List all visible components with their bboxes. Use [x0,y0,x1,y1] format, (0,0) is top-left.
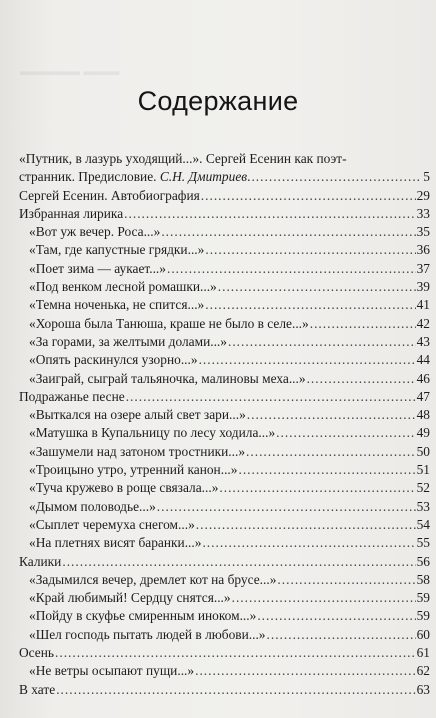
entry-title: «Хороша была Танюша, краше не было в селе...» [29,315,309,331]
dot-leader [126,388,416,406]
toc-entry [19,424,430,442]
page-number: 47 [416,388,430,404]
dot-leader [157,498,416,516]
page-number: 50 [416,443,430,459]
entry-title: Избранная лирика [19,205,124,221]
dot-leader [167,260,416,278]
toc-entry [19,388,430,406]
page-number: 35 [416,224,430,240]
page-number: 60 [416,626,430,642]
entry-title: Подражанье песне [19,388,125,404]
dot-leader [196,516,416,534]
toc-entry [19,278,430,296]
entry-title: Сергей Есенин. Автобиография [19,187,200,203]
entry-title: «На плетнях висят баранки...» [29,535,202,551]
dot-leader [219,479,415,497]
dot-leader [232,589,416,607]
table-of-contents [19,150,430,699]
toc-entry [19,443,430,461]
page-number: 59 [416,608,430,624]
entry-title: «Матушка в Купальницу по лесу ходила...» [29,425,276,441]
page-title: Содержание [137,86,299,116]
toc-entry [19,607,430,625]
dot-leader [228,333,416,351]
page-number: 55 [416,535,430,551]
entry-title: «За горами, за желтыми долами...» [29,333,227,349]
toc-entry [19,662,430,680]
dot-leader [310,315,416,333]
toc-entry [19,296,430,314]
toc-entry [19,333,430,351]
page-number: 44 [416,352,430,368]
page-number: 49 [416,425,430,441]
dot-leader [257,607,415,625]
dot-leader [218,278,416,296]
preface-author: С.Н. Дмитриев [159,169,248,185]
toc-entry [19,498,430,516]
entry-title: В хате [19,681,56,697]
dot-leader [277,571,415,589]
toc-entry [19,351,430,369]
entry-title: «Сыплет черемуха снегом...» [29,516,195,532]
dot-leader [161,223,415,241]
dot-leader [201,187,416,205]
toc-entry [19,370,430,388]
page-number: 5 [423,169,430,185]
page-number: 42 [416,315,430,331]
preface-line-2: странник. Предисловие. [19,169,160,185]
dot-leader [276,424,415,442]
page-number: 43 [416,333,430,349]
toc-entry [19,681,430,699]
page-number: 54 [416,516,430,532]
toc-entry [19,571,430,589]
page-number: 58 [416,571,430,587]
toc-entries-list [19,187,430,699]
toc-entry [19,553,430,571]
dot-leader [247,406,416,424]
entry-title: «Заиграй, сыграй тальяночка, малиновы меха...» [29,370,306,386]
dot-leader [202,534,415,552]
toc-entry [19,223,430,241]
dot-leader [267,626,416,644]
entry-title: «Троицыно утро, утренний канон...» [29,462,238,478]
page-number: 62 [416,663,430,679]
preface-line-1: «Путник, в лазурь уходящий...». Сергей Есенин как поэт- [19,151,347,166]
entry-title: «Пойду в скуфье смиренным иноком...» [29,608,257,624]
dot-leader [238,461,415,479]
entry-title: «Дымом половодье...» [29,498,156,514]
entry-title: «Темна ноченька, не спится...» [29,297,205,313]
toc-entry [19,187,430,205]
toc-entry [19,644,430,662]
page-number: 48 [416,407,430,423]
page-number: 51 [416,462,430,478]
toc-entry-preface: «Путник, в лазурь уходящий...». Сергей Есенин как поэт- странник. Предисловие. С.Н. Дмитриев. ..... 5 [19,150,430,187]
toc-entry [19,534,430,552]
toc-entry [19,315,430,333]
page-number: 56 [416,553,430,569]
toc-entry [19,241,430,259]
dot-leader [199,351,416,369]
entry-title: «Шел господь пытать людей в любови...» [29,626,266,642]
page-number: 52 [416,480,430,496]
page-number: 41 [416,297,430,313]
entry-title: «Край любимый! Сердцу снятся...» [29,590,231,606]
entry-title: «Туча кружево в роще связала...» [29,480,219,496]
entry-title: Осень [19,645,54,661]
dot-leader [62,553,415,571]
bleed-through-text: ▬▬▬▬▬ ▬▬▬ [20,64,120,78]
dot-leader [205,241,415,259]
page-number: 61 [416,645,430,661]
page-number: 63 [416,681,430,697]
toc-entry [19,626,430,644]
page-number: 33 [416,205,430,221]
entry-title: «Вот уж вечер. Роса...» [29,224,161,240]
toc-entry [19,589,430,607]
dot-leader [55,644,416,662]
page-number: 37 [416,260,430,276]
dot-leader [195,662,416,680]
page-number: 36 [416,242,430,258]
page-number: 39 [416,279,430,295]
entry-title: «Под венком лесной ромашки...» [29,279,217,295]
entry-title: «Выткался на озере алый свет зари...» [29,407,246,423]
dot-leader [246,443,416,461]
page-number: 53 [416,498,430,514]
toc-entry [19,461,430,479]
entry-title: «Там, где капустные грядки...» [29,242,205,258]
page-number: 59 [416,590,430,606]
toc-entry [19,479,430,497]
toc-entry [19,516,430,534]
page-number: 46 [416,370,430,386]
entry-title: «Не ветры осыпают пущи...» [29,663,195,679]
entry-title: «Задымился вечер, дремлет кот на брусе...» [29,571,277,587]
dot-leader [307,370,416,388]
dot-leader [251,168,419,186]
dot-leader [124,205,415,223]
dot-leader [56,681,415,699]
entry-title: «Зашумели над затоном тростники...» [29,443,246,459]
entry-title: «Поет зима — аукает...» [29,260,166,276]
entry-title: Калики [19,553,62,569]
dot-leader [205,296,415,314]
toc-entry [19,205,430,223]
entry-title: «Опять раскинулся узорно...» [29,352,198,368]
toc-entry [19,260,430,278]
toc-entry [19,406,430,424]
page-number: 29 [416,187,430,203]
